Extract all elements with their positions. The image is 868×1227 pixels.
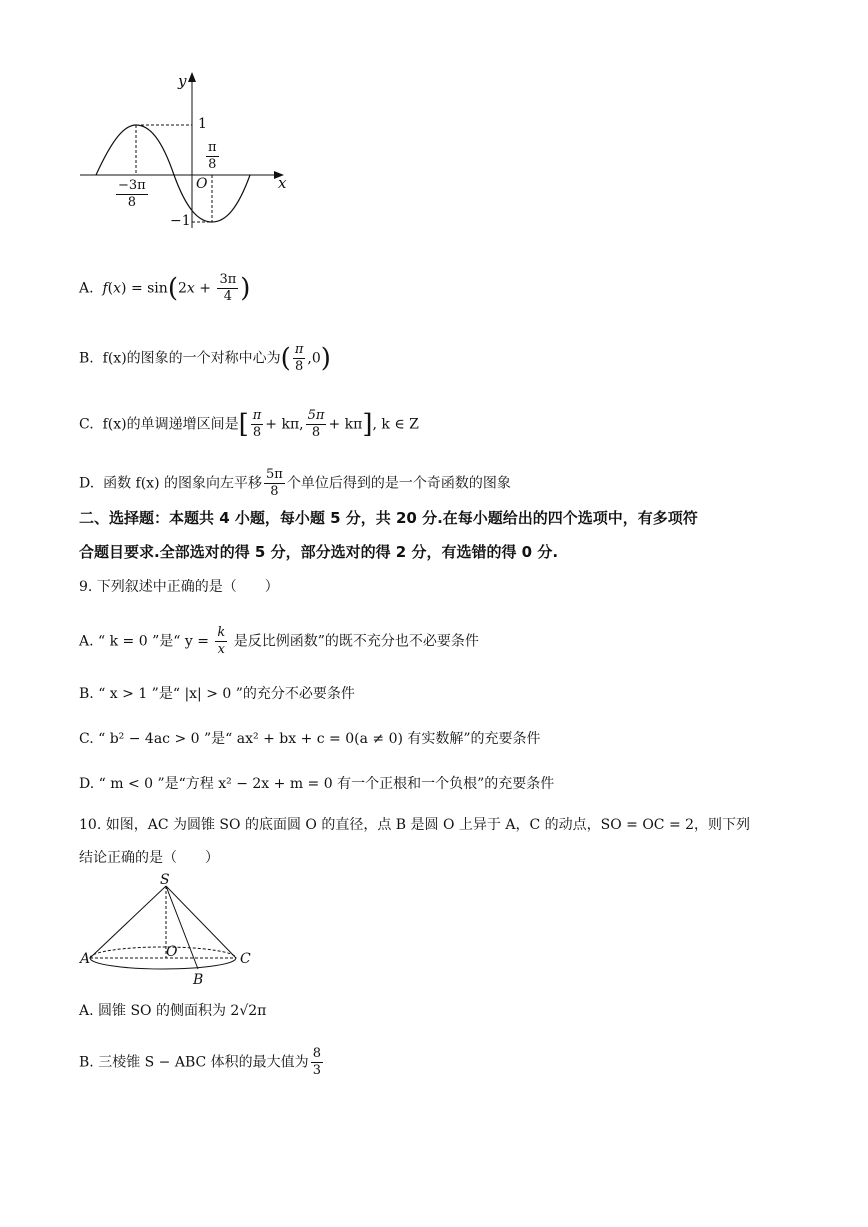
cone-label-A: A: [80, 951, 91, 967]
graph-neg3pi8-label: $\frac{-3\pi}{8}$: [118, 178, 146, 210]
q9-option-b: B. “ x > 1 ”是“ |x| > 0 ”的充分不必要条件: [79, 686, 355, 702]
graph-pi8-label: $\frac{\pi}{8}$: [208, 140, 217, 172]
q9-option-a: A. “ k = 0 ”是“ y = $\frac{k}{x}$ 是反比例函数”的既不充分也不必要条件: [79, 625, 479, 657]
q10-stem-line1: 10. 如图，AC 为圆锥 SO 的底面圆 O 的直径，点 B 是圆 O 上异于 A，C 的动点，SO = OC = 2，则下列: [79, 817, 751, 833]
cone-figure: [78, 872, 258, 992]
graph-x-label: x: [278, 174, 287, 192]
q10-stem-line2: 结论正确的是（ ）: [79, 850, 219, 866]
cone-base-back: [90, 947, 236, 958]
q10-option-b: B. 三棱锥 S − ABC 体积的最大值为 $\frac{8}{3}$: [79, 1046, 321, 1078]
y-axis-arrow: [188, 72, 196, 82]
q9-option-d: D. “ m < 0 ”是“方程 x² − 2x + m = 0 有一个正根和一个负根”的充要条件: [79, 776, 555, 792]
q9-option-c: C. “ b² − 4ac > 0 ”是“ ax² + bx + c = 0(a ≠ 0) 有实数解”的充要条件: [79, 731, 541, 747]
graph-origin-label: O: [196, 176, 208, 192]
q8-option-c: C. f(x)的单调递增区间是[ $\frac{\pi}{8}$ + kπ, $\frac{5\pi}{8}$ + kπ], k ∈ Z: [79, 408, 419, 440]
cone-base-front: [90, 958, 236, 969]
section2-line2: 合题目要求.全部选对的得 5 分，部分选对的得 2 分，有选错的得 0 分.: [79, 543, 559, 561]
cone-label-S: S: [160, 872, 170, 888]
q10-option-a: A. 圆锥 SO 的侧面积为 2√2π: [79, 1003, 267, 1019]
section2-line1: 二、选择题：本题共 4 小题，每小题 5 分，共 20 分.在每小题给出的四个选项中，有多项符: [79, 509, 698, 527]
q8-option-d: D. 函数 f(x) 的图象向左平移 $\frac{5\pi}{8}$ 个单位后得到的是一个奇函数的图象: [79, 467, 511, 499]
q8-option-b: B. f(x)的图象的一个对称中心为( $\frac{\pi}{8}$ ,0): [79, 342, 331, 374]
graph-max-label: 1: [198, 116, 207, 132]
cone-label-O: O: [166, 944, 178, 960]
graph-y-label: y: [178, 72, 187, 90]
graph-min-label: −1: [170, 213, 191, 229]
cone-label-C: C: [240, 951, 251, 967]
cone-label-B: B: [193, 972, 204, 988]
q8-option-a: A. f(x) = sin(2x + $\frac{3\pi}{4}$ ): [79, 272, 251, 304]
q9-stem: 9. 下列叙述中正确的是（ ）: [79, 579, 279, 595]
